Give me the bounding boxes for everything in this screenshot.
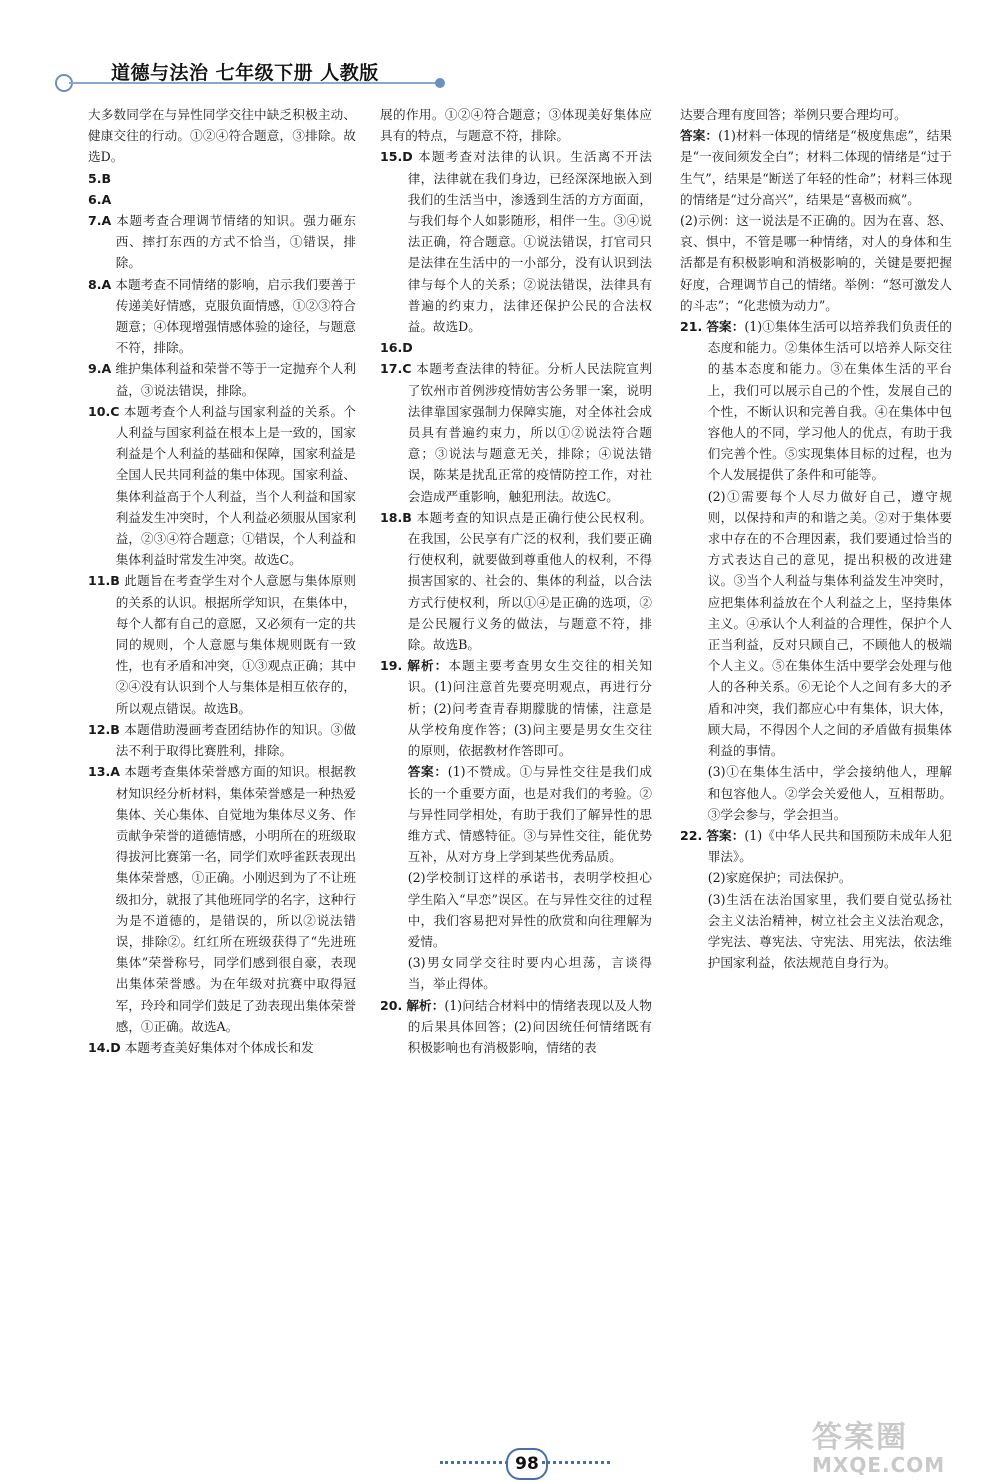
question-number: 19. — [380, 658, 403, 674]
answer-text: (1)《中华人民共和国预防未成年人犯罪法》。 — [707, 827, 953, 865]
page-footer — [440, 1448, 610, 1478]
answer-entry — [680, 125, 952, 210]
answer-text: (2)学校制订这样的承诺书，表明学校担心学生陷入“早恋”误区。在与异性交往的过程中，我们容易把对异性的欣赏和向往理解为爱情。 — [407, 870, 652, 949]
question-number: 5.B — [88, 170, 112, 186]
answer-text: 本题考查个人利益与国家利益的关系。个人利益与国家利益在根本上是一致的，国家利益是个人利益的基础和保障，国家利益是全国人民共同利益的集中体现。国家利益、集体利益高于个人利益，当个人利益和国家利益发生冲突时，个人利益必须服从国家利益，②③④符合题意；①错误，个人利益和集体利益时常发生冲突。故选C。 — [115, 403, 356, 568]
answer-column-3 — [680, 104, 952, 973]
answer-text: 本题考查对法律的认识。生活离不开法律，法律就在我们身边，已经深深地嵌入到我们的生活当中，渗透到生活的方方面面，与我们每个人如影随形，相伴一生。③④说法正确，符合题意。①说法错误，打官司只是法律在生活中的一小部分，没有认识到法律与每个人的关系；②说法错误，法律具有普遍的约束力，法律还保护公民的合法权益。故选D。 — [407, 149, 652, 335]
answer-label: 答案： — [680, 128, 719, 144]
question-number: 15.D — [380, 149, 413, 165]
answer-entry — [680, 210, 952, 316]
answer-entry — [380, 507, 652, 655]
answer-entry — [680, 825, 952, 867]
answer-label: 答案： — [706, 827, 745, 843]
answer-entry — [380, 867, 652, 952]
question-number: 22. — [680, 827, 703, 843]
question-number: 13.A — [88, 764, 121, 780]
question-number: 7.A — [88, 213, 112, 229]
answer-text: 本题主要考查男女生交往的相关知识。(1)问注意首先要亮明观点，再进行分析；(2)问考查青春期朦胧的情愫，注意是从学校角度作答；(3)问主要是男女生交往的原则，依据教材作答即可。 — [407, 658, 652, 759]
answer-entry — [88, 189, 356, 210]
answer-entry — [88, 570, 356, 718]
question-number: 11.B — [88, 573, 120, 589]
answer-entry — [88, 761, 356, 1037]
answer-entry — [88, 358, 356, 400]
answer-label: 答案： — [407, 764, 448, 780]
answer-text: 展的作用。①②④符合题意；③体现美好集体应具有的特点，与题意不符，排除。 — [380, 107, 652, 144]
answer-entry — [380, 952, 652, 994]
footer-dots-right — [542, 1461, 610, 1464]
answer-entry — [680, 867, 952, 888]
answer-entry — [88, 274, 356, 359]
answer-entry — [380, 995, 652, 1059]
answer-entry — [680, 104, 952, 125]
answer-label: 答案： — [706, 319, 745, 335]
answer-text: 本题考查的知识点是正确行使公民权利。在我国，公民享有广泛的权利，我们要正确行使权利，就要做到尊重他人的权利，不得损害国家的、社会的、集体的利益，以合法方式行使权利，所以①④是正确的选项，②是公民履行义务的做法，与题意不符，排除。故选B。 — [407, 509, 652, 653]
header-dot-ornament — [435, 78, 445, 88]
answer-text: (2)示例：这一说法是不正确的。因为在喜、怒、哀、惧中，不管是哪一种情绪，对人的身体和生活都是有积极影响和消极影响的，关键是要把握好度，合理调节自己的情绪。举例：“怒可激发人的斗志”；“化悲愤为动力”。 — [680, 213, 952, 313]
answer-text: 本题考查不同情绪的影响，启示我们要善于传递美好情感，克服负面情感，①②③符合题意；④体现增强情感体验的途径，与题意不符，排除。 — [115, 276, 356, 356]
answer-text: 维护集体利益和荣誉不等于一定抛弃个人利益，③说法错误，排除。 — [115, 361, 356, 398]
question-number: 16.D — [380, 340, 413, 356]
answer-entry — [380, 358, 652, 506]
answer-entry — [88, 1037, 356, 1058]
answer-text: 大多数同学在与异性同学交往中缺乏积极主动、健康交往的行动。①②④符合题意，③排除。故选D。 — [88, 107, 356, 165]
answer-entry — [380, 337, 652, 358]
page-header — [55, 56, 475, 96]
answer-entry — [380, 655, 652, 761]
answer-label: 解析： — [406, 997, 445, 1013]
question-number: 14.D — [88, 1039, 121, 1055]
answer-text: 达要合理有度回答；举例只要合理均可。 — [680, 107, 907, 122]
answer-text: (1)问结合材料中的情绪表现以及人物的后果具体回答；(2)问因统任何情绪既有积极影响也有消极影响，情绪的表 — [407, 997, 653, 1055]
answer-entry — [88, 168, 356, 189]
answer-entry — [680, 486, 952, 762]
answer-column-2 — [380, 104, 652, 1058]
question-number: 18.B — [380, 509, 412, 525]
answer-text: (3)①在集体生活中，学会接纳他人，理解和包容他人。②学会关爱他人，互相帮助。③学会参与，学会担当。 — [707, 764, 952, 822]
page-number: 98 — [506, 1448, 548, 1480]
answer-entry — [88, 401, 356, 571]
answer-entry — [680, 889, 952, 974]
answer-text: (1)①集体生活可以培养我们负责任的态度和能力。②集体生活可以培养人际交往的基本态度和能力。③在集体生活的平台上，我们可以展示自己的个性，发展自己的个性，不断认识和完善自我。④在集体中包容他人的不同，学习他人的优点，有助于我们完善个性。⑤实现集体目标的过程，也为个人发展提供了条件和可能等。 — [707, 319, 953, 483]
answer-entry — [88, 719, 356, 761]
answer-text: 本题考查法律的特征。分析人民法院宣判了钦州市首例涉疫情妨害公务罪一案，说明法律靠国家强制力保障实施，对全体社会成员具有普遍约束力，所以①②说法符合题意；③说法与题意无关，排除；④说法错误，陈某是扰乱正常的疫情防控工作，对社会造成严重影响，触犯刑法。故选C。 — [407, 361, 652, 504]
answer-text: (1)材料一体现的情绪是“极度焦虑”，结果是“一夜间须发全白”；材料二体现的情绪是“过于生气”，结果是“断送了年轻的性命”；材料三体现的情绪是“过分高兴”，结果是“喜极而疯”。 — [680, 128, 953, 207]
answer-entry — [380, 104, 652, 146]
answer-column-1 — [88, 104, 356, 1058]
footer-dots-left — [440, 1461, 508, 1464]
answer-text: (3)生活在法治国家里，我们要自觉弘扬社会主义法治精神，树立社会主义法治观念，学宪法、尊宪法、守宪法、用宪法，依法维护国家利益，依法规范自身行为。 — [707, 891, 952, 971]
answer-entry — [380, 146, 652, 337]
answer-text: (2)家庭保护；司法保护。 — [707, 870, 852, 886]
answer-text: (3)男女同学交往时要内心坦荡，言谈得当，举止得体。 — [407, 955, 652, 992]
watermark-logo — [812, 1422, 992, 1478]
answer-label: 解析： — [407, 658, 449, 674]
answer-text: 本题考查集体荣誉感方面的知识。根据教材知识经分析材料，集体荣誉感是一种热爱集体、关心集体、自觉地为集体尽义务、作贡献争荣誉的道德情感，小明所在的班级取得拔河比赛第一名，同学们欢呼雀跃表现出集体荣誉感，①正确。小刚迟到为了不让班级扣分，就报了其他班同学的名字，这种行为是不道德的，是错误的，所以②说法错误，排除②。红红所在班级获得了“先进班集体”荣誉称号，同学们感到很自豪，表现出集体荣誉感。为在年级对抗赛中取得冠军，玲玲和同学们鼓足了劲表现出集体荣誉感，①正确。故选A。 — [115, 764, 356, 1034]
answer-entry — [380, 761, 652, 867]
question-number: 6.A — [88, 191, 112, 207]
answer-text: 本题借助漫画考查团结协作的知识。③做法不利于取得比赛胜利，排除。 — [115, 721, 356, 759]
answer-entry — [680, 316, 952, 486]
watermark-text: 答案圈 — [812, 1420, 908, 1455]
answer-entry — [88, 104, 356, 168]
question-number: 9.A — [88, 361, 112, 377]
answer-entry — [88, 210, 356, 274]
answer-entry — [680, 761, 952, 825]
watermark-url: MXQE.COM — [812, 1453, 946, 1477]
answer-text: 本题考查合理调节情绪的知识。强力砸东西、摔打东西的方式不恰当，①错误，排除。 — [115, 213, 356, 271]
question-number: 8.A — [88, 276, 112, 292]
answer-text: (2)①需要每个人尽力做好自己，遵守规则，以保持和声的和谐之美。②对于集体要求中存在的不合理因素，我们要通过恰当的方式表达自己的意见，提出积极的改进建议。③当个人利益与集体利益发生冲突时，应把集体利益放在个人利益之上，坚持集体主义。④承认个人利益的合理性，保护个人正当利益，反对只顾自己，不顾他人的极端个人主义。⑤在集体生活中要学会处理与他人的各种关系。⑥无论个人之间有多大的矛盾和冲突，我们都应心中有集体，识大体，顾大局，不得因个人之间的矛盾做有损集体利益的事情。 — [707, 488, 952, 759]
answer-text: (1)不赞成。①与异性交往是我们成长的一个重要方面，也是对我们的考验。②与异性同学相处，有助于我们了解异性的思维方式、情感特征。③与异性交往，能优势互补，从对方身上学到某些优秀品质。 — [407, 764, 653, 865]
question-number: 21. — [680, 319, 703, 335]
book-title: 道德与法治 七年级下册 人教版 — [111, 62, 379, 84]
question-number: 12.B — [88, 721, 120, 737]
question-number: 17.C — [380, 361, 412, 377]
answer-text: 此题旨在考查学生对个人意愿与集体原则的关系的认识。根据所学知识，在集体中，每个人都有自己的意愿，又必须有一定的共同的规则，个人意愿与集体规则既有一致性，也有矛盾和冲突，①③观点正确；其中②④没有认识到个人与集体是相互依存的，所以观点错误。故选B。 — [115, 573, 356, 716]
question-number: 20. — [380, 997, 403, 1013]
answer-text: 本题考查美好集体对个体成长和发 — [124, 1039, 314, 1055]
question-number: 10.C — [88, 403, 120, 419]
